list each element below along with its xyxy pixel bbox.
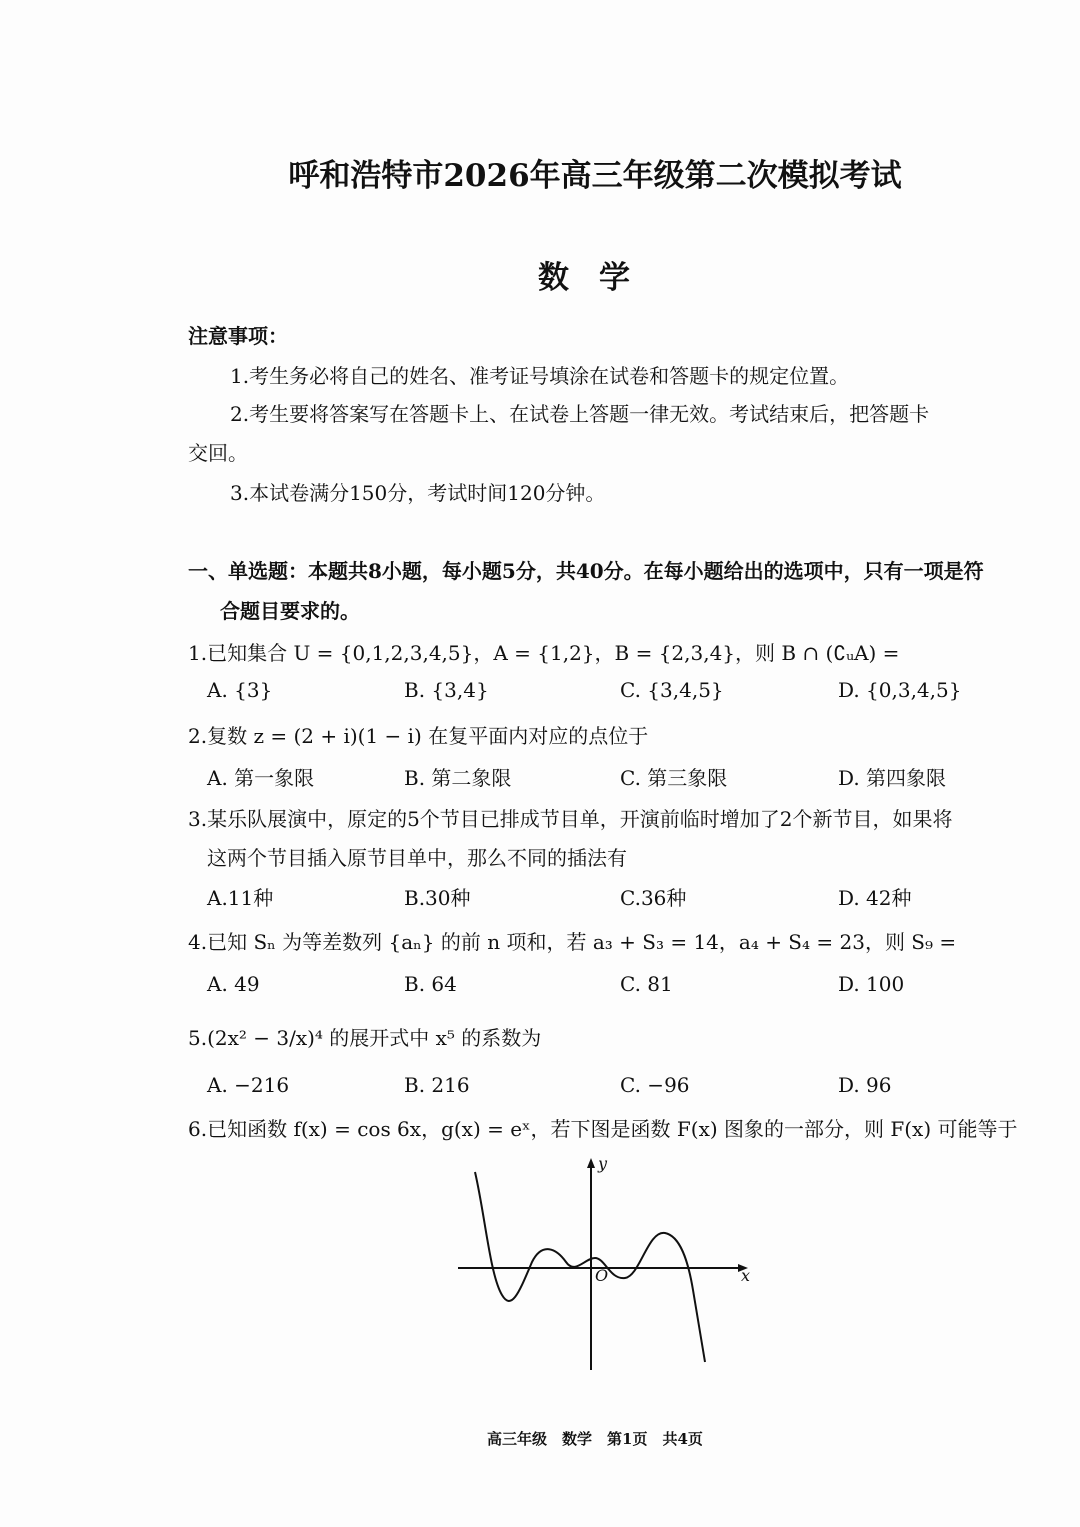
question-5-option-c: C. −96	[620, 1073, 690, 1097]
page-footer: 高三年级 数学 第1页 共4页	[487, 1430, 703, 1448]
origin-label: O	[595, 1266, 609, 1285]
y-axis-arrow-icon	[587, 1158, 595, 1168]
question-2-option-c: C. 第三象限	[620, 766, 728, 790]
question-3-stem: 3.某乐队展演中，原定的5个节目已排成节目单，开演前临时增加了2个新节目，如果将	[188, 807, 953, 831]
question-5-option-a: A. −216	[207, 1073, 290, 1097]
notice-item: 1.考生务必将自己的姓名、准考证号填涂在试卷和答题卡的规定位置。	[230, 364, 850, 388]
question-3-option-b: B.30种	[404, 886, 471, 910]
question-5-option-b: B. 216	[404, 1073, 470, 1097]
question-2-option-b: B. 第二象限	[404, 766, 512, 790]
question-4-option-b: B. 64	[404, 972, 457, 996]
question-5-option-d: D. 96	[838, 1073, 892, 1097]
question-3-option-a: A.11种	[207, 886, 274, 910]
question-5-stem: 5.(2x² − 3/x)⁴ 的展开式中 x⁵ 的系数为	[188, 1026, 542, 1050]
notice-item: 2.考生要将答案写在答题卡上、在试卷上答题一律无效。考试结束后，把答题卡	[230, 402, 930, 426]
notice-item: 交回。	[188, 441, 248, 465]
question-3-option-c: C.36种	[620, 886, 687, 910]
notice-heading: 注意事项：	[188, 324, 288, 348]
question-3-option-d: D. 42种	[838, 886, 912, 910]
section-heading: 一、单选题：本题共8小题，每小题5分，共40分。在每小题给出的选项中，只有一项是符	[188, 559, 984, 583]
question-4-option-a: A. 49	[207, 972, 260, 996]
question-1-stem: 1.已知集合 U = {0,1,2,3,4,5}，A = {1,2}，B = {2,3,4}，则 B ∩ (∁ᵤA) =	[188, 641, 900, 665]
exam-title: 呼和浩特市2026年高三年级第二次模拟考试	[288, 158, 902, 194]
question-1-option-a: A. {3}	[207, 678, 273, 702]
question-2-option-a: A. 第一象限	[207, 766, 315, 790]
question-4-stem: 4.已知 Sₙ 为等差数列 {aₙ} 的前 n 项和，若 a₃ + S₃ = 14，a₄ + S₄ = 23，则 S₉ =	[188, 930, 957, 954]
question-1-option-c: C. {3,4,5}	[620, 678, 724, 702]
question-1-option-b: B. {3,4}	[404, 678, 489, 702]
subject-title: 数学	[538, 260, 660, 296]
question-2-option-d: D. 第四象限	[838, 766, 947, 790]
question-2-stem: 2.复数 z = (2 + i)(1 − i) 在复平面内对应的点位于	[188, 724, 649, 748]
question-1-option-d: D. {0,3,4,5}	[838, 678, 962, 702]
question-3-stem-cont: 这两个节目插入原节目单中，那么不同的插法有	[207, 846, 627, 870]
question-4-option-d: D. 100	[838, 972, 905, 996]
section-heading-cont: 合题目要求的。	[220, 599, 360, 623]
question-6-stem: 6.已知函数 f(x) = cos 6x，g(x) = eˣ，若下图是函数 F(x) 图象的一部分，则 F(x) 可能等于	[188, 1117, 1018, 1141]
notice-item: 3.本试卷满分150分，考试时间120分钟。	[230, 481, 606, 505]
question-4-option-c: C. 81	[620, 972, 673, 996]
y-axis-label: y	[598, 1154, 608, 1173]
x-axis-label: x	[741, 1266, 751, 1285]
